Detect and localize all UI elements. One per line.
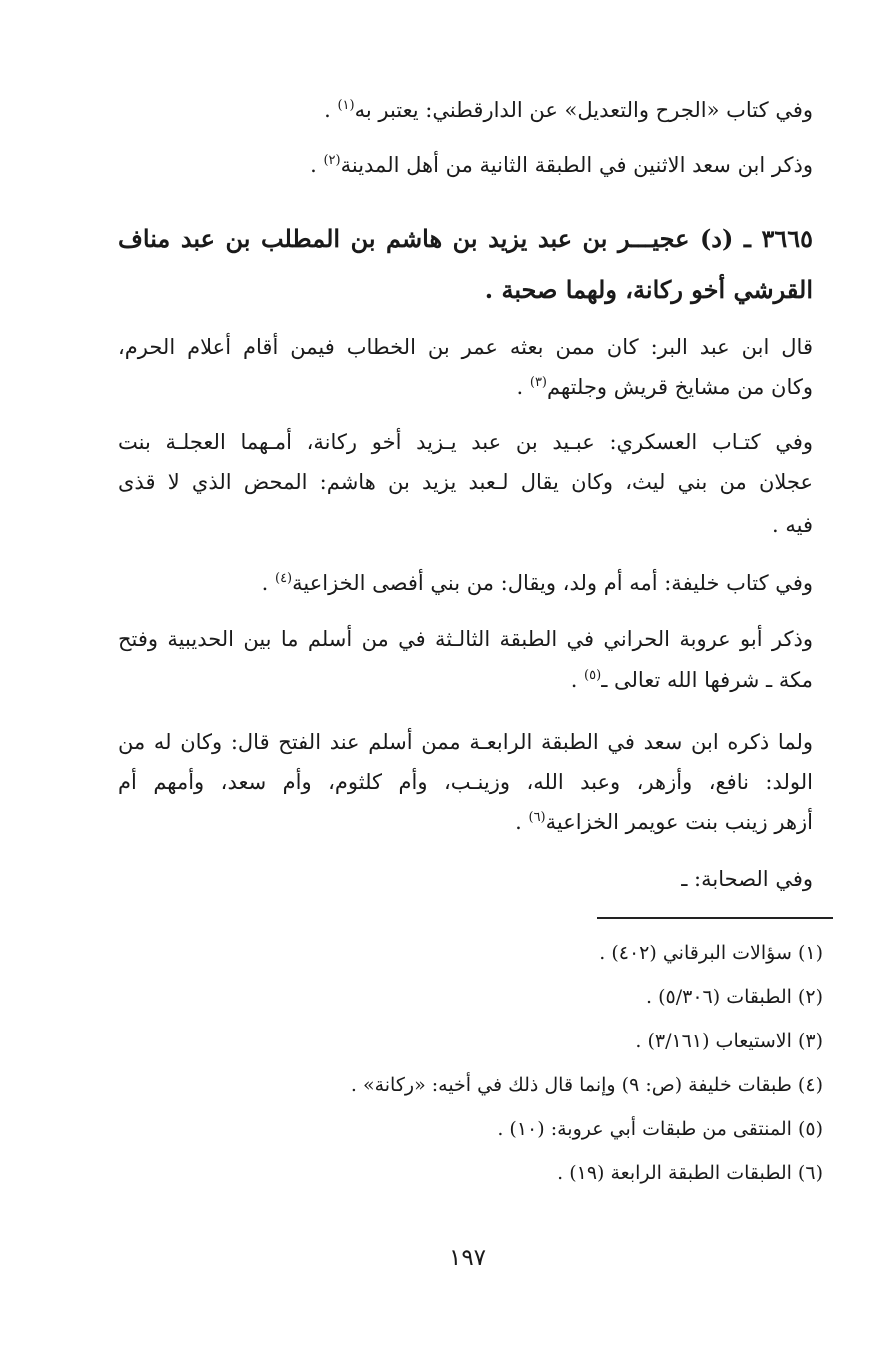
line-text: وكان من مشايخ قريش وجلتهم [547, 375, 813, 399]
line-text: وفي كتاب خليفة: أمه أم ولد، ويقال: من بني أفصى الخزاعية [292, 571, 813, 595]
paragraph-line-sahaba [681, 864, 813, 894]
paragraph-line-children-2 [118, 767, 813, 797]
footnote-ref-4[interactable]: (٤) [274, 571, 293, 586]
line-text: وذكر أبو عروبة الحراني في الطبقة الثالـثة في من أسلم ما بين الحديبية وفتح [118, 627, 813, 651]
footnote-2: (٢) الطبقات (٥/٣٠٦) . [646, 986, 823, 1008]
line-tail: . [516, 375, 530, 399]
line-text: وفي الصحابة: ـ [681, 867, 813, 891]
paragraph-line-ibn-abd-albarr [118, 332, 813, 362]
line-text: عجلان من بني ليث، وكان يقال لـعبد يزيد بن هاشم: المحض الذي لا قذى [118, 470, 813, 494]
heading-text: القرشي أخو ركانة، ولهما صحبة . [484, 275, 813, 304]
paragraph-line-ibn-saad [310, 150, 813, 180]
heading-text: ٣٦٦٥ ـ (د) عجيـــر بن عبد يزيد بن هاشم بن المطلب بن عبد مناف [118, 224, 813, 253]
line-text: مكة ـ شرفها الله تعالى ـ [601, 668, 813, 692]
paragraph-line-children-3 [515, 807, 813, 837]
line-tail: . [570, 668, 585, 692]
footnote-ref-6[interactable]: (٦) [528, 810, 546, 825]
footnote-3: (٣) الاستيعاب (٣/١٦١) . [635, 1030, 823, 1052]
paragraph-line-children-1 [118, 727, 813, 757]
footnote-1: (١) سؤالات البرقاني (٤٠٢) . [599, 942, 823, 964]
line-tail: . [515, 810, 529, 834]
line-text: الولد: نافع، وأزهر، وعبد الله، وزينـب، وأم كلثوم، وأم سعد، وأمهم أم [118, 770, 813, 794]
footnote-ref-2[interactable]: (٢) [323, 153, 341, 168]
line-text: وفي كتاب «الجرح والتعديل» عن الدارقطني: يعتبر به [354, 98, 813, 122]
footnote-6: (٦) الطبقات الطبقة الرابعة (١٩) . [557, 1162, 823, 1184]
line-text: ولما ذكره ابن سعد في الطبقة الرابعـة ممن أسلم عند الفتح قال: وكان له من [118, 730, 813, 754]
footnote-5: (٥) المنتقى من طبقات أبي عروبة: (١٠) . [497, 1118, 823, 1140]
page-number: ١٩٧ [448, 1245, 487, 1271]
line-tail: . [310, 153, 324, 177]
entry-heading-line-2 [485, 273, 813, 307]
paragraph-line-askari-1 [118, 427, 813, 457]
line-text: أزهر زينب بنت عويمر الخزاعية [545, 810, 813, 834]
entry-heading-line-1 [118, 222, 813, 256]
paragraph-line-abu-aruba-2 [571, 665, 813, 695]
paragraph-line-abu-aruba-1 [118, 624, 813, 654]
paragraph-line-askari-3 [772, 510, 813, 540]
footnote-separator [597, 917, 833, 919]
footnote-ref-5[interactable]: (٥) [584, 668, 602, 683]
line-text: وفي كتـاب العسكري: عبـيد بن عبد يـزيد أخو ركانة، أمـهما العجلـة بنت [118, 430, 813, 454]
line-text: فيه . [772, 513, 813, 537]
paragraph-line-jarh [324, 95, 813, 125]
line-text: قال ابن عبد البر: كان ممن بعثه عمر بن الخطاب فيمن أقام أعلام الحرم، [118, 335, 813, 359]
footnote-ref-3[interactable]: (٣) [529, 375, 547, 390]
line-text: وذكر ابن سعد الاثنين في الطبقة الثانية من أهل المدينة [340, 153, 813, 177]
line-tail: . [324, 98, 338, 122]
paragraph-line-mashayikh [517, 372, 814, 402]
line-tail: . [261, 571, 275, 595]
footnote-ref-1[interactable]: (١) [337, 98, 355, 113]
paragraph-line-khalifa [262, 568, 813, 598]
paragraph-line-askari-2 [118, 467, 813, 497]
footnote-4: (٤) طبقات خليفة (ص: ٩) وإنما قال ذلك في أخيه: «ركانة» . [350, 1074, 823, 1096]
